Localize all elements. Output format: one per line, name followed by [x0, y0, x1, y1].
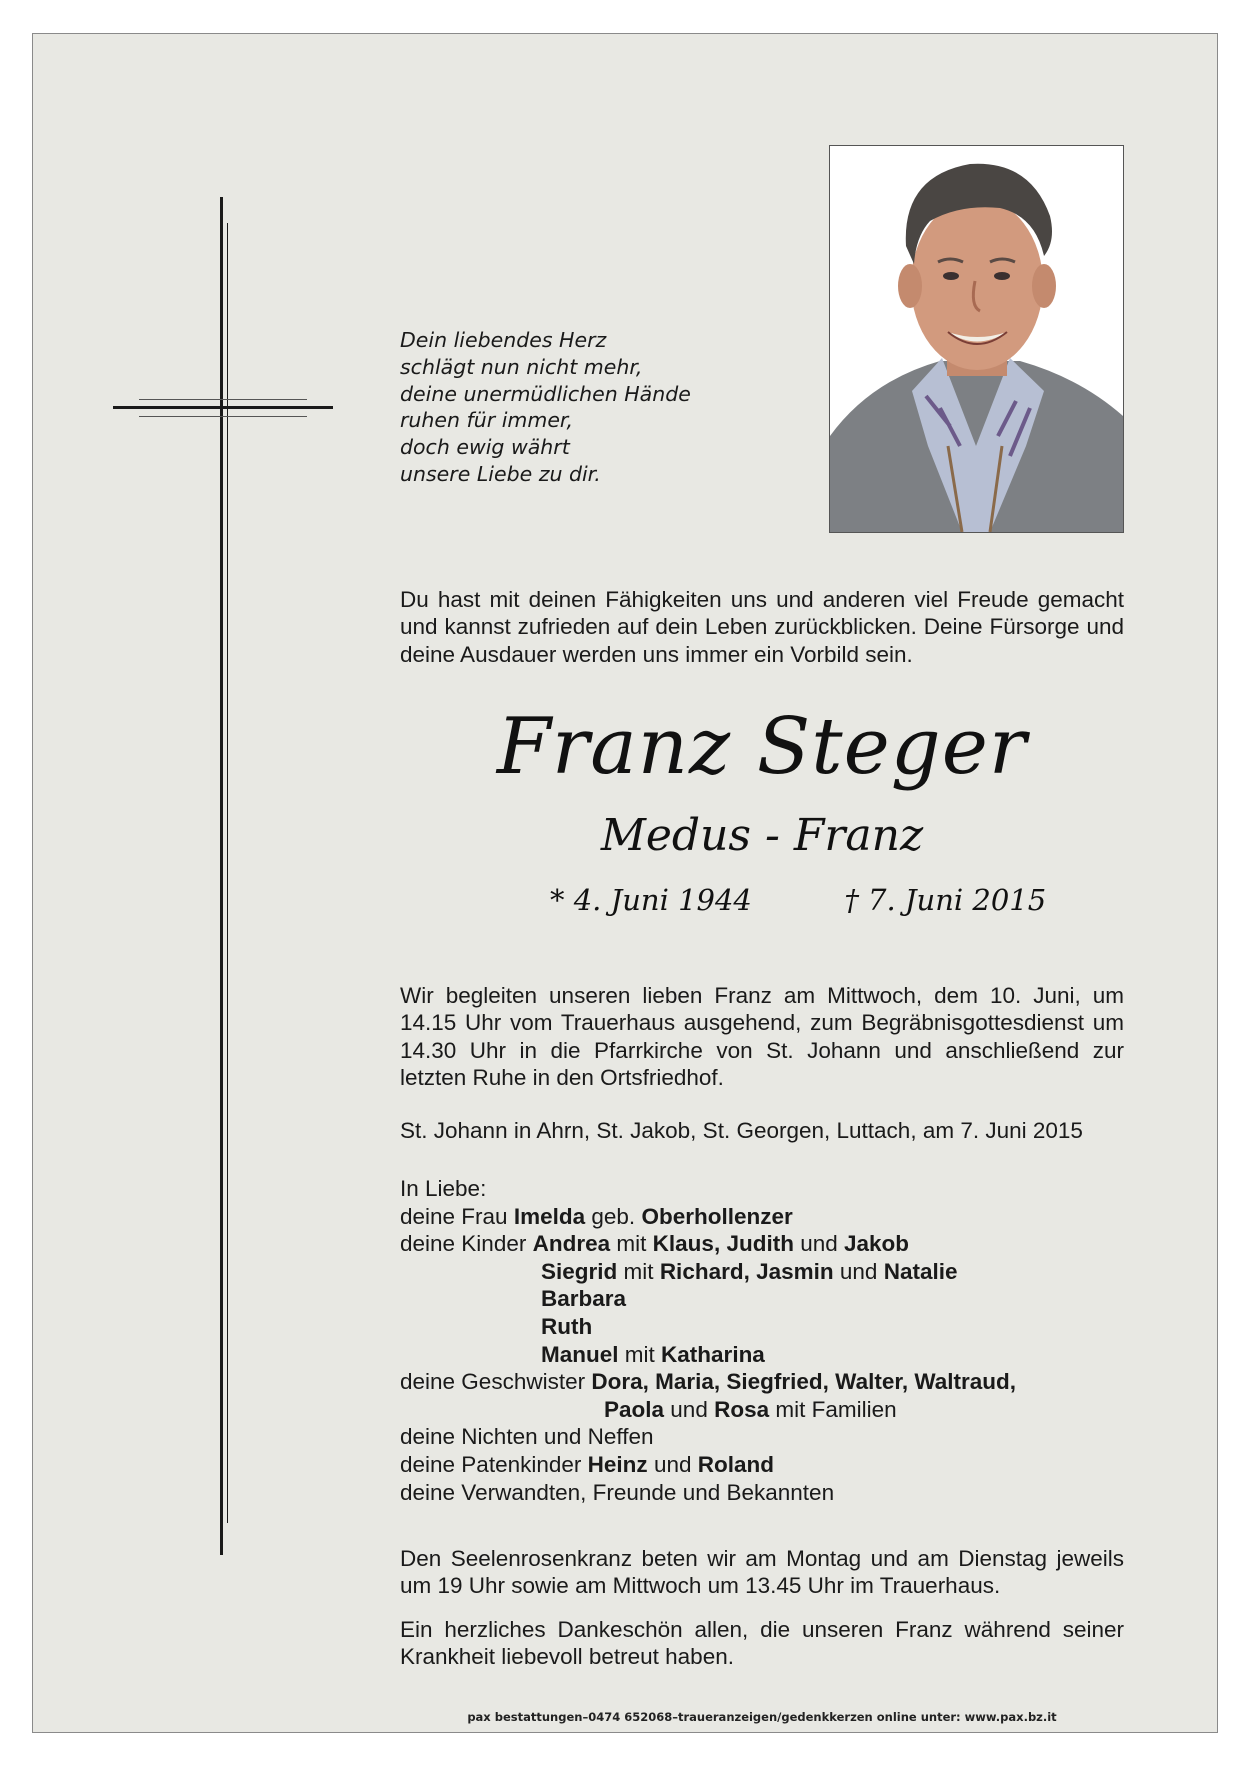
mourners-list	[400, 1175, 1124, 1506]
list-item: deine Verwandten, Freunde und Bekannten	[400, 1479, 835, 1505]
poem-line: Dein liebendes Herz	[400, 328, 607, 352]
list-item: deine Kinder Andrea mit Klaus, Judith und Jakob	[400, 1231, 910, 1257]
poem-line: deine unermüdlichen Hände	[400, 381, 691, 406]
list-item: deine Geschwister Dora, Maria, Siegfried, Walter, Waltraud,	[400, 1369, 1017, 1395]
death-date: † 7. Juni 2015	[844, 883, 1047, 917]
list-item: Barbara	[541, 1286, 627, 1312]
rosary-text: Den Seelenrosenkranz beten wir am Montag und am Dienstag jeweils um 19 Uhr sowie am Mittwoch um 13.45 Uhr im Trauerhaus.	[400, 1546, 1124, 1599]
birth-date: * 4. Juni 1944	[550, 883, 752, 917]
poem-line: doch ewig währt	[400, 435, 570, 460]
funeral-text: Wir begleiten unseren lieben Franz am Mittwoch, dem 10. Juni, um 14.15 Uhr vom Trauerhaus ausgehend, zum Begräbnisgottesdienst um 14.30 Uhr in die Pfarrkirche von St. Johann und anschließend zur letzten Ruhe in den Ortsfriedhof.	[400, 983, 1124, 1090]
intro-text: Du hast mit deinen Fähigkeiten uns und anderen viel Freude gemacht und kannst zufrieden auf dein Leben zurückblicken. Deine Fürsorge und deine Ausdauer werden uns immer ein Vorbild sein.	[400, 587, 1124, 667]
family-heading: In Liebe:	[400, 1176, 487, 1201]
poem-line: schlägt nun nicht mehr,	[400, 354, 643, 379]
list-item: deine Patenkinder Heinz und Roland	[400, 1451, 774, 1477]
memorial-poem	[400, 327, 780, 488]
place-date: St. Johann in Ahrn, St. Jakob, St. Georgen, Luttach, am 7. Juni 2015	[400, 1118, 1083, 1143]
life-dates	[550, 880, 1047, 920]
portrait-photo	[829, 145, 1124, 533]
list-item: deine Frau Imelda geb. Oberhollenzer	[400, 1203, 793, 1229]
list-item: Siegrid mit Richard, Jasmin und Natalie	[541, 1258, 958, 1284]
list-item: Manuel mit Katharina	[541, 1341, 765, 1367]
cross-icon	[113, 197, 333, 1555]
deceased-nickname: Medus - Franz	[600, 810, 924, 861]
poem-line: ruhen für immer,	[400, 408, 573, 433]
deceased-name: Franz Steger	[496, 702, 1028, 792]
list-item: Ruth	[541, 1313, 593, 1339]
list-item: Paola und Rosa mit Familien	[604, 1396, 897, 1422]
thanks-text: Ein herzliches Dankeschön allen, die unseren Franz während seiner Krankheit liebevoll betreut haben.	[400, 1617, 1124, 1670]
footer-contact: pax bestattungen–0474 652068–traueranzeigen/gedenkkerzen online unter: www.pax.bz.it	[467, 1710, 1057, 1724]
poem-line: unsere Liebe zu dir.	[400, 461, 601, 486]
list-item: deine Nichten und Neffen	[400, 1424, 654, 1450]
